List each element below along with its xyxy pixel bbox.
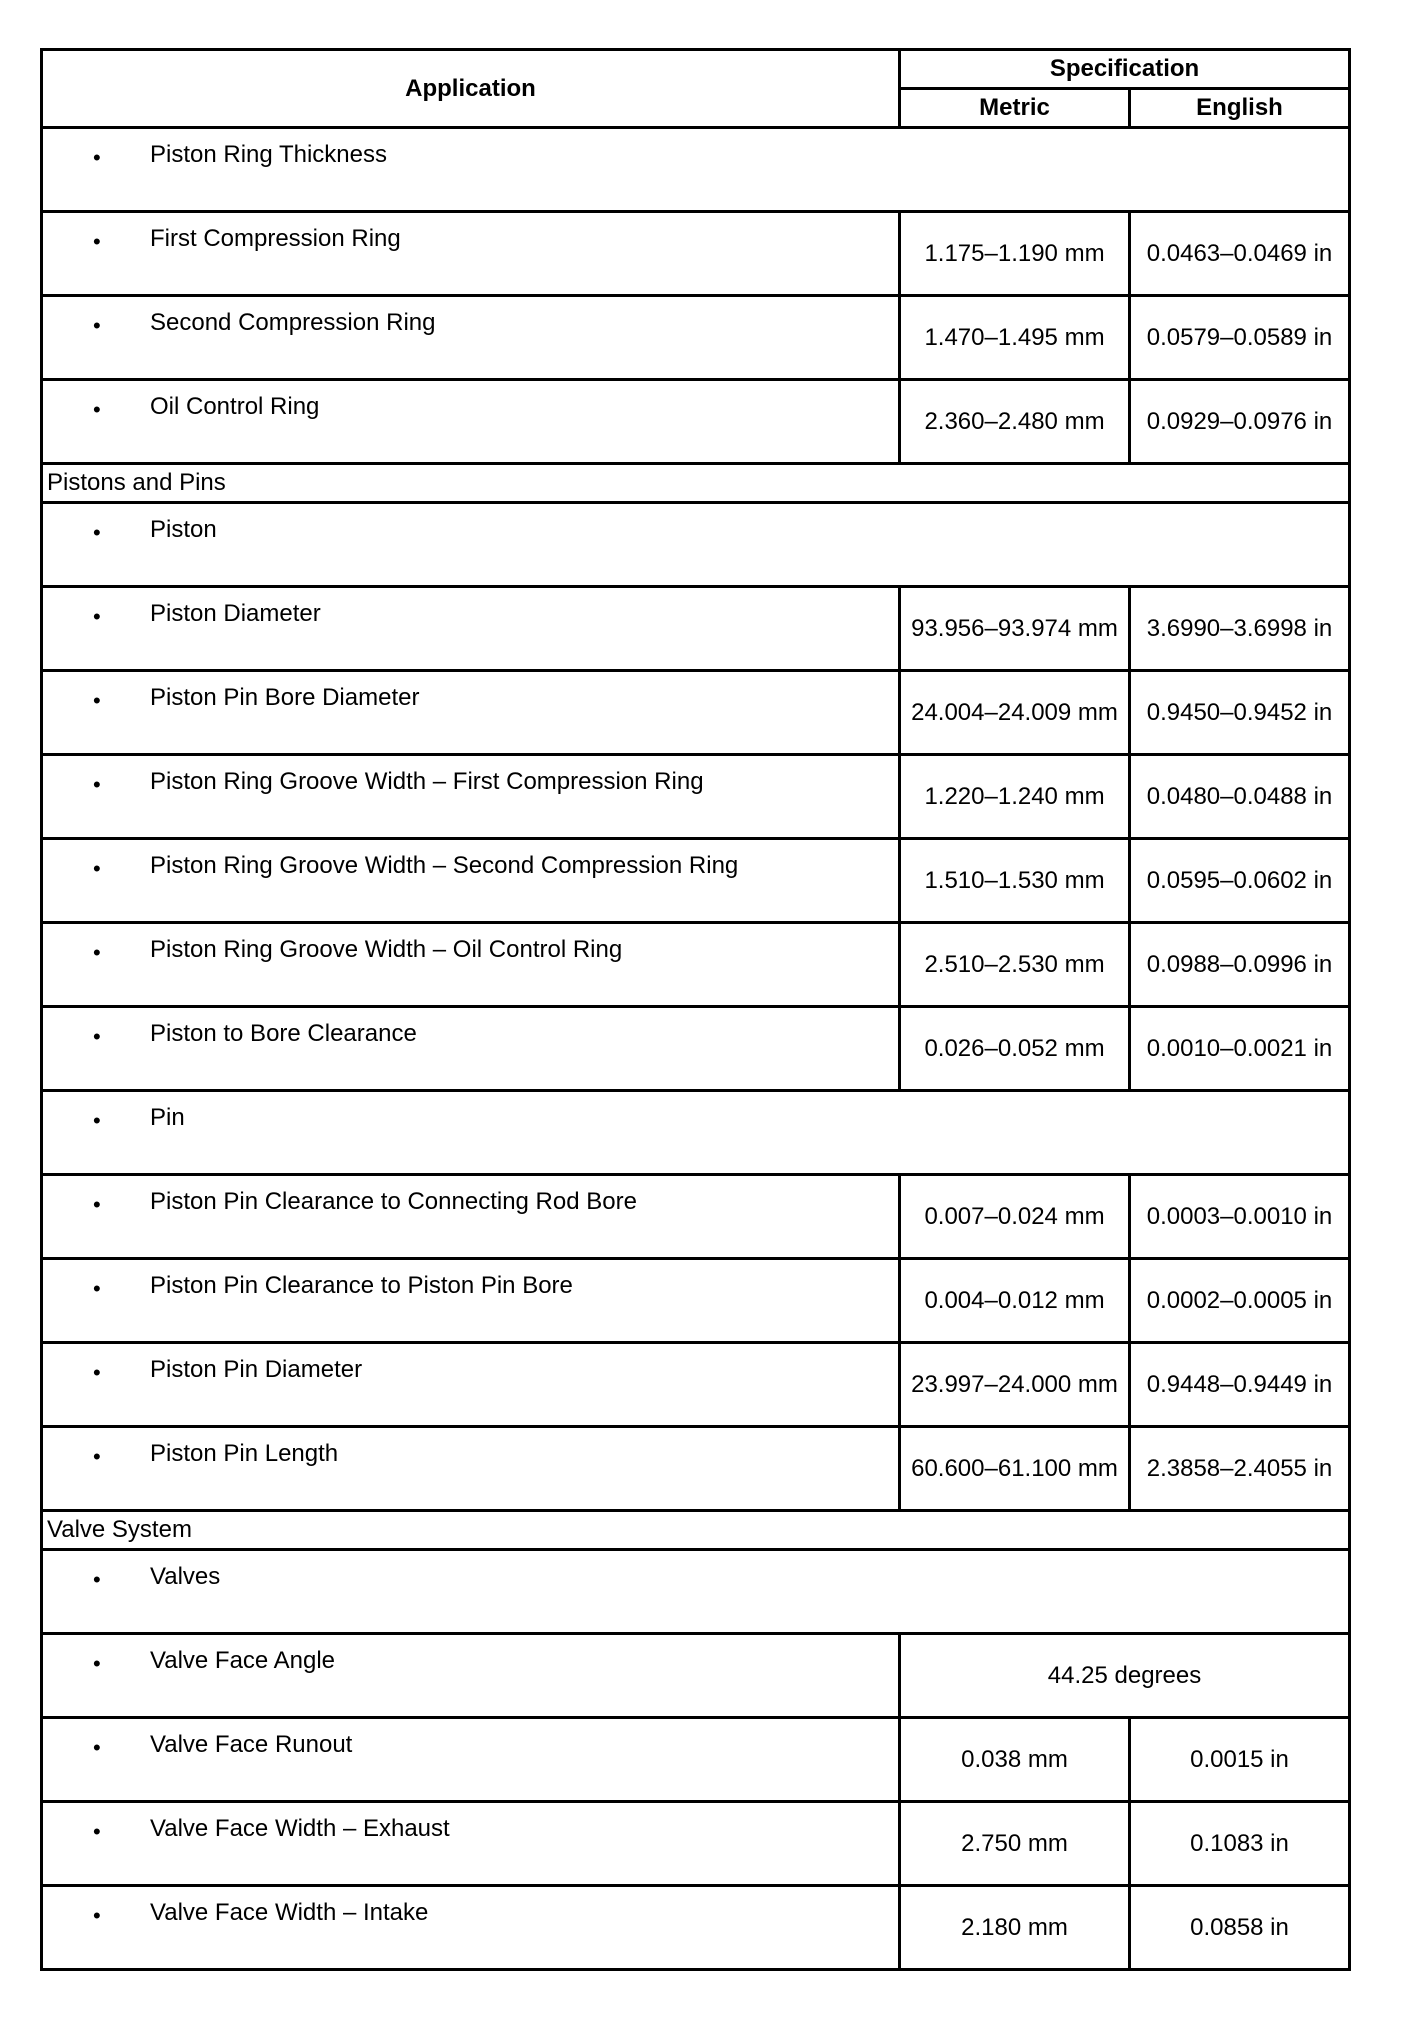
- application-cell: [42, 587, 900, 671]
- table-row: [42, 1343, 1350, 1427]
- bullet-icon: •: [93, 940, 101, 965]
- bullet-icon: •: [93, 313, 101, 338]
- bullet-icon: •: [93, 604, 101, 629]
- table-row: [42, 923, 1350, 1007]
- english-value-cell: 0.0010–0.0021 in: [1130, 1007, 1350, 1091]
- table-row: [42, 839, 1350, 923]
- english-value-cell: 0.0463–0.0469 in: [1130, 212, 1350, 296]
- specification-header: Specification: [900, 50, 1350, 89]
- metric-value-cell: 0.038 mm: [900, 1718, 1130, 1802]
- application-cell: [42, 1427, 900, 1511]
- metric-value-cell: 23.997–24.000 mm: [900, 1343, 1130, 1427]
- metric-value-cell: 93.956–93.974 mm: [900, 587, 1130, 671]
- section-label: Valve System: [42, 1511, 1350, 1550]
- metric-value-cell: 1.220–1.240 mm: [900, 755, 1130, 839]
- table-row: [42, 380, 1350, 464]
- bullet-icon: •: [93, 229, 101, 254]
- application-cell: [42, 1091, 1350, 1175]
- table-row: [42, 1550, 1350, 1634]
- bullet-icon: •: [93, 1819, 101, 1844]
- table-row: [42, 1634, 1350, 1718]
- bullet-icon: •: [93, 1735, 101, 1760]
- application-label: Piston Pin Diameter: [150, 1356, 363, 1383]
- table-row: [42, 755, 1350, 839]
- application-label: Piston to Bore Clearance: [150, 1020, 417, 1047]
- application-cell: [42, 1259, 900, 1343]
- table-row: [42, 296, 1350, 380]
- english-value-cell: 0.1083 in: [1130, 1802, 1350, 1886]
- english-value-cell: 0.0579–0.0589 in: [1130, 296, 1350, 380]
- english-value-cell: 0.0003–0.0010 in: [1130, 1175, 1350, 1259]
- specification-rows: [42, 128, 1350, 1970]
- bullet-icon: •: [93, 856, 101, 881]
- metric-value-cell: 1.470–1.495 mm: [900, 296, 1130, 380]
- metric-value-cell: 24.004–24.009 mm: [900, 671, 1130, 755]
- table-row: [42, 1886, 1350, 1970]
- application-label: Valves: [150, 1563, 221, 1590]
- bullet-icon: •: [93, 1276, 101, 1301]
- application-cell: [42, 1886, 900, 1970]
- application-label: Piston Pin Clearance to Piston Pin Bore: [150, 1272, 573, 1299]
- application-cell: [42, 296, 900, 380]
- table-row: [42, 1175, 1350, 1259]
- metric-value-cell: 0.007–0.024 mm: [900, 1175, 1130, 1259]
- section-row: [42, 1511, 1350, 1550]
- table-row: [42, 1718, 1350, 1802]
- metric-value-cell: 60.600–61.100 mm: [900, 1427, 1130, 1511]
- application-label: Piston: [150, 516, 217, 543]
- bullet-icon: •: [93, 1567, 101, 1592]
- application-cell: [42, 1007, 900, 1091]
- application-cell: [42, 671, 900, 755]
- bullet-icon: •: [93, 1108, 101, 1133]
- english-value-cell: 0.0595–0.0602 in: [1130, 839, 1350, 923]
- metric-value-cell: 2.360–2.480 mm: [900, 380, 1130, 464]
- application-label: Piston Diameter: [150, 600, 321, 627]
- english-value-cell: 0.0929–0.0976 in: [1130, 380, 1350, 464]
- application-cell: [42, 1343, 900, 1427]
- application-cell: [42, 839, 900, 923]
- application-cell: [42, 503, 1350, 587]
- bullet-icon: •: [93, 772, 101, 797]
- english-value-cell: 3.6990–3.6998 in: [1130, 587, 1350, 671]
- bullet-icon: •: [93, 520, 101, 545]
- section-label: Pistons and Pins: [42, 464, 1350, 503]
- table-row: [42, 1427, 1350, 1511]
- application-label: Valve Face Width – Exhaust: [150, 1815, 450, 1842]
- application-label: Piston Ring Groove Width – Second Compression Ring: [150, 852, 739, 879]
- application-label: Piston Ring Groove Width – Oil Control Ring: [150, 936, 623, 963]
- english-value-cell: 0.9450–0.9452 in: [1130, 671, 1350, 755]
- application-label: Piston Pin Length: [150, 1440, 339, 1467]
- application-cell: [42, 1802, 900, 1886]
- application-header: Application: [42, 50, 900, 128]
- english-value-cell: 0.0480–0.0488 in: [1130, 755, 1350, 839]
- english-value-cell: 2.3858–2.4055 in: [1130, 1427, 1350, 1511]
- bullet-icon: •: [93, 1360, 101, 1385]
- metric-header: Metric: [900, 89, 1130, 128]
- section-row: [42, 464, 1350, 503]
- application-label: Piston Ring Thickness: [150, 141, 387, 168]
- application-cell: [42, 1634, 900, 1718]
- application-label: Pin: [150, 1104, 185, 1131]
- application-cell: [42, 923, 900, 1007]
- english-value-cell: 0.0002–0.0005 in: [1130, 1259, 1350, 1343]
- application-cell: [42, 755, 900, 839]
- metric-value-cell: 1.175–1.190 mm: [900, 212, 1130, 296]
- application-label: First Compression Ring: [150, 225, 401, 252]
- bullet-icon: •: [93, 1444, 101, 1469]
- metric-value-cell: 0.026–0.052 mm: [900, 1007, 1130, 1091]
- application-label: Piston Ring Groove Width – First Compression Ring: [150, 768, 704, 795]
- english-value-cell: 0.0858 in: [1130, 1886, 1350, 1970]
- application-label: Piston Pin Bore Diameter: [150, 684, 420, 711]
- table-row: [42, 587, 1350, 671]
- table-row: [42, 1259, 1350, 1343]
- english-value-cell: 0.0015 in: [1130, 1718, 1350, 1802]
- bullet-icon: •: [93, 1903, 101, 1928]
- table-row: [42, 1091, 1350, 1175]
- table-row: [42, 212, 1350, 296]
- application-cell: [42, 1175, 900, 1259]
- metric-value-cell: 0.004–0.012 mm: [900, 1259, 1130, 1343]
- application-label: Valve Face Angle: [150, 1647, 336, 1674]
- table-row: [42, 671, 1350, 755]
- application-label: Second Compression Ring: [150, 309, 436, 336]
- bullet-icon: •: [93, 145, 101, 170]
- application-label: Valve Face Width – Intake: [150, 1899, 429, 1926]
- table-row: [42, 1802, 1350, 1886]
- application-cell: [42, 1718, 900, 1802]
- table-row: [42, 1007, 1350, 1091]
- application-cell: [42, 212, 900, 296]
- application-cell: [42, 380, 900, 464]
- bullet-icon: •: [93, 397, 101, 422]
- application-label: Valve Face Runout: [150, 1731, 353, 1758]
- specification-table: [40, 48, 1351, 1971]
- metric-value-cell: 2.750 mm: [900, 1802, 1130, 1886]
- bullet-icon: •: [93, 1024, 101, 1049]
- bullet-icon: •: [93, 688, 101, 713]
- bullet-icon: •: [93, 1192, 101, 1217]
- metric-value-cell: 1.510–1.530 mm: [900, 839, 1130, 923]
- application-cell: [42, 128, 1350, 212]
- application-label: Piston Pin Clearance to Connecting Rod Bore: [150, 1188, 637, 1215]
- english-header: English: [1130, 89, 1350, 128]
- table-row: [42, 503, 1350, 587]
- bullet-icon: •: [93, 1651, 101, 1676]
- combined-value-cell: 44.25 degrees: [900, 1634, 1350, 1718]
- english-value-cell: 0.0988–0.0996 in: [1130, 923, 1350, 1007]
- english-value-cell: 0.9448–0.9449 in: [1130, 1343, 1350, 1427]
- application-cell: [42, 1550, 1350, 1634]
- table-row: [42, 128, 1350, 212]
- metric-value-cell: 2.180 mm: [900, 1886, 1130, 1970]
- application-label: Oil Control Ring: [150, 393, 320, 420]
- metric-value-cell: 2.510–2.530 mm: [900, 923, 1130, 1007]
